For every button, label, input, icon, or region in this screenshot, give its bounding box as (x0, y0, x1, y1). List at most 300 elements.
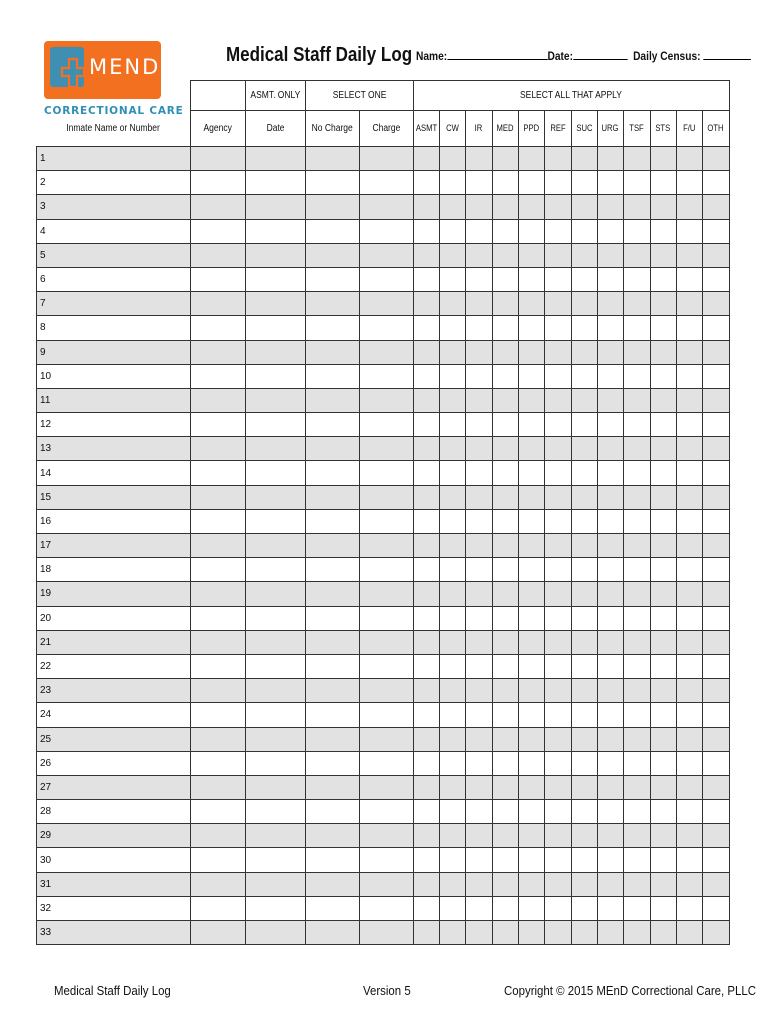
entry-cell[interactable] (544, 848, 571, 872)
entry-cell[interactable] (305, 896, 359, 920)
entry-cell[interactable] (465, 751, 492, 775)
entry-cell[interactable] (544, 413, 571, 437)
entry-cell[interactable] (571, 292, 597, 316)
entry-cell[interactable] (191, 921, 246, 945)
entry-cell[interactable] (359, 243, 413, 267)
entry-cell[interactable] (702, 751, 729, 775)
entry-cell[interactable] (439, 461, 465, 485)
inmate-cell[interactable] (37, 654, 191, 678)
entry-cell[interactable] (492, 558, 518, 582)
inmate-cell[interactable] (37, 509, 191, 533)
entry-cell[interactable] (246, 340, 306, 364)
entry-cell[interactable] (518, 267, 544, 291)
entry-cell[interactable] (650, 654, 676, 678)
entry-cell[interactable] (465, 195, 492, 219)
inmate-cell[interactable] (37, 413, 191, 437)
entry-cell[interactable] (413, 751, 439, 775)
entry-cell[interactable] (702, 413, 729, 437)
entry-cell[interactable] (702, 461, 729, 485)
entry-cell[interactable] (191, 775, 246, 799)
entry-cell[interactable] (465, 171, 492, 195)
entry-cell[interactable] (492, 388, 518, 412)
inmate-cell[interactable] (37, 824, 191, 848)
entry-cell[interactable] (571, 703, 597, 727)
entry-cell[interactable] (623, 679, 650, 703)
entry-cell[interactable] (650, 896, 676, 920)
entry-cell[interactable] (571, 921, 597, 945)
entry-cell[interactable] (439, 147, 465, 171)
entry-cell[interactable] (518, 751, 544, 775)
entry-cell[interactable] (465, 316, 492, 340)
entry-cell[interactable] (597, 921, 623, 945)
entry-cell[interactable] (492, 921, 518, 945)
entry-cell[interactable] (413, 509, 439, 533)
entry-cell[interactable] (465, 509, 492, 533)
entry-cell[interactable] (439, 534, 465, 558)
entry-cell[interactable] (702, 679, 729, 703)
entry-cell[interactable] (191, 171, 246, 195)
entry-cell[interactable] (246, 243, 306, 267)
entry-cell[interactable] (246, 775, 306, 799)
entry-cell[interactable] (191, 824, 246, 848)
entry-cell[interactable] (465, 727, 492, 751)
entry-cell[interactable] (191, 364, 246, 388)
entry-cell[interactable] (492, 775, 518, 799)
entry-cell[interactable] (191, 195, 246, 219)
entry-cell[interactable] (413, 388, 439, 412)
entry-cell[interactable] (305, 703, 359, 727)
entry-cell[interactable] (492, 654, 518, 678)
entry-cell[interactable] (623, 219, 650, 243)
entry-cell[interactable] (676, 727, 702, 751)
entry-cell[interactable] (597, 485, 623, 509)
entry-cell[interactable] (676, 292, 702, 316)
entry-cell[interactable] (246, 582, 306, 606)
entry-cell[interactable] (544, 824, 571, 848)
entry-cell[interactable] (305, 147, 359, 171)
entry-cell[interactable] (305, 437, 359, 461)
entry-cell[interactable] (702, 364, 729, 388)
entry-cell[interactable] (571, 824, 597, 848)
entry-cell[interactable] (413, 800, 439, 824)
entry-cell[interactable] (571, 364, 597, 388)
entry-cell[interactable] (676, 630, 702, 654)
entry-cell[interactable] (439, 896, 465, 920)
entry-cell[interactable] (676, 751, 702, 775)
entry-cell[interactable] (439, 267, 465, 291)
entry-cell[interactable] (305, 534, 359, 558)
entry-cell[interactable] (676, 388, 702, 412)
entry-cell[interactable] (544, 703, 571, 727)
entry-cell[interactable] (544, 679, 571, 703)
entry-cell[interactable] (359, 316, 413, 340)
entry-cell[interactable] (623, 485, 650, 509)
entry-cell[interactable] (305, 388, 359, 412)
entry-cell[interactable] (413, 727, 439, 751)
entry-cell[interactable] (359, 388, 413, 412)
entry-cell[interactable] (305, 267, 359, 291)
entry-cell[interactable] (676, 195, 702, 219)
entry-cell[interactable] (439, 872, 465, 896)
inmate-cell[interactable] (37, 219, 191, 243)
entry-cell[interactable] (246, 509, 306, 533)
inmate-cell[interactable] (37, 727, 191, 751)
entry-cell[interactable] (413, 485, 439, 509)
entry-cell[interactable] (544, 388, 571, 412)
entry-cell[interactable] (492, 630, 518, 654)
entry-cell[interactable] (623, 147, 650, 171)
entry-cell[interactable] (413, 171, 439, 195)
entry-cell[interactable] (492, 606, 518, 630)
entry-cell[interactable] (246, 800, 306, 824)
entry-cell[interactable] (544, 872, 571, 896)
entry-cell[interactable] (191, 606, 246, 630)
entry-cell[interactable] (623, 558, 650, 582)
entry-cell[interactable] (465, 485, 492, 509)
entry-cell[interactable] (359, 219, 413, 243)
entry-cell[interactable] (676, 848, 702, 872)
entry-cell[interactable] (191, 147, 246, 171)
entry-cell[interactable] (413, 606, 439, 630)
entry-cell[interactable] (191, 872, 246, 896)
entry-cell[interactable] (465, 896, 492, 920)
entry-cell[interactable] (702, 485, 729, 509)
inmate-cell[interactable] (37, 582, 191, 606)
entry-cell[interactable] (359, 340, 413, 364)
entry-cell[interactable] (359, 147, 413, 171)
entry-cell[interactable] (571, 534, 597, 558)
entry-cell[interactable] (305, 775, 359, 799)
entry-cell[interactable] (544, 509, 571, 533)
inmate-cell[interactable] (37, 195, 191, 219)
inmate-cell[interactable] (37, 437, 191, 461)
entry-cell[interactable] (597, 751, 623, 775)
entry-cell[interactable] (597, 413, 623, 437)
entry-cell[interactable] (413, 364, 439, 388)
entry-cell[interactable] (246, 534, 306, 558)
entry-cell[interactable] (544, 896, 571, 920)
entry-cell[interactable] (597, 292, 623, 316)
entry-cell[interactable] (305, 582, 359, 606)
entry-cell[interactable] (650, 921, 676, 945)
entry-cell[interactable] (439, 582, 465, 606)
entry-cell[interactable] (518, 606, 544, 630)
entry-cell[interactable] (465, 582, 492, 606)
entry-cell[interactable] (623, 921, 650, 945)
inmate-cell[interactable] (37, 267, 191, 291)
entry-cell[interactable] (518, 388, 544, 412)
entry-cell[interactable] (439, 364, 465, 388)
entry-cell[interactable] (571, 582, 597, 606)
entry-cell[interactable] (597, 824, 623, 848)
entry-cell[interactable] (191, 679, 246, 703)
entry-cell[interactable] (544, 364, 571, 388)
entry-cell[interactable] (359, 848, 413, 872)
entry-cell[interactable] (544, 147, 571, 171)
entry-cell[interactable] (676, 171, 702, 195)
entry-cell[interactable] (518, 582, 544, 606)
inmate-cell[interactable] (37, 461, 191, 485)
entry-cell[interactable] (305, 219, 359, 243)
entry-cell[interactable] (439, 219, 465, 243)
entry-cell[interactable] (191, 267, 246, 291)
entry-cell[interactable] (571, 485, 597, 509)
entry-cell[interactable] (413, 195, 439, 219)
entry-cell[interactable] (518, 171, 544, 195)
entry-cell[interactable] (439, 679, 465, 703)
entry-cell[interactable] (650, 534, 676, 558)
entry-cell[interactable] (413, 824, 439, 848)
entry-cell[interactable] (439, 775, 465, 799)
entry-cell[interactable] (597, 800, 623, 824)
entry-cell[interactable] (544, 219, 571, 243)
entry-cell[interactable] (623, 654, 650, 678)
entry-cell[interactable] (465, 630, 492, 654)
entry-cell[interactable] (676, 558, 702, 582)
entry-cell[interactable] (246, 606, 306, 630)
entry-cell[interactable] (439, 824, 465, 848)
entry-cell[interactable] (359, 703, 413, 727)
entry-cell[interactable] (597, 243, 623, 267)
entry-cell[interactable] (439, 195, 465, 219)
entry-cell[interactable] (518, 147, 544, 171)
entry-cell[interactable] (465, 388, 492, 412)
entry-cell[interactable] (702, 800, 729, 824)
entry-cell[interactable] (650, 340, 676, 364)
entry-cell[interactable] (518, 848, 544, 872)
entry-cell[interactable] (544, 437, 571, 461)
entry-cell[interactable] (439, 800, 465, 824)
inmate-cell[interactable] (37, 800, 191, 824)
entry-cell[interactable] (650, 292, 676, 316)
entry-cell[interactable] (623, 582, 650, 606)
entry-cell[interactable] (571, 461, 597, 485)
entry-cell[interactable] (413, 243, 439, 267)
entry-cell[interactable] (650, 485, 676, 509)
entry-cell[interactable] (492, 437, 518, 461)
inmate-cell[interactable] (37, 558, 191, 582)
entry-cell[interactable] (246, 219, 306, 243)
entry-cell[interactable] (623, 534, 650, 558)
entry-cell[interactable] (597, 147, 623, 171)
entry-cell[interactable] (439, 727, 465, 751)
entry-cell[interactable] (465, 219, 492, 243)
entry-cell[interactable] (492, 751, 518, 775)
entry-cell[interactable] (191, 388, 246, 412)
entry-cell[interactable] (191, 800, 246, 824)
entry-cell[interactable] (518, 437, 544, 461)
entry-cell[interactable] (191, 340, 246, 364)
entry-cell[interactable] (597, 534, 623, 558)
entry-cell[interactable] (623, 775, 650, 799)
entry-cell[interactable] (676, 582, 702, 606)
entry-cell[interactable] (571, 630, 597, 654)
entry-cell[interactable] (702, 921, 729, 945)
entry-cell[interactable] (305, 292, 359, 316)
entry-cell[interactable] (623, 703, 650, 727)
entry-cell[interactable] (465, 800, 492, 824)
entry-cell[interactable] (571, 243, 597, 267)
entry-cell[interactable] (597, 582, 623, 606)
entry-cell[interactable] (413, 461, 439, 485)
entry-cell[interactable] (492, 824, 518, 848)
entry-cell[interactable] (359, 534, 413, 558)
entry-cell[interactable] (650, 388, 676, 412)
entry-cell[interactable] (359, 630, 413, 654)
entry-cell[interactable] (492, 171, 518, 195)
entry-cell[interactable] (676, 364, 702, 388)
entry-cell[interactable] (492, 534, 518, 558)
entry-cell[interactable] (623, 872, 650, 896)
entry-cell[interactable] (650, 679, 676, 703)
inmate-cell[interactable] (37, 630, 191, 654)
entry-cell[interactable] (544, 727, 571, 751)
entry-cell[interactable] (465, 147, 492, 171)
entry-cell[interactable] (676, 243, 702, 267)
entry-cell[interactable] (571, 800, 597, 824)
entry-cell[interactable] (305, 243, 359, 267)
entry-cell[interactable] (544, 558, 571, 582)
entry-cell[interactable] (571, 195, 597, 219)
entry-cell[interactable] (305, 727, 359, 751)
inmate-cell[interactable] (37, 147, 191, 171)
entry-cell[interactable] (650, 195, 676, 219)
entry-cell[interactable] (676, 485, 702, 509)
entry-cell[interactable] (518, 824, 544, 848)
entry-cell[interactable] (246, 485, 306, 509)
entry-cell[interactable] (544, 606, 571, 630)
entry-cell[interactable] (518, 316, 544, 340)
entry-cell[interactable] (305, 364, 359, 388)
entry-cell[interactable] (518, 654, 544, 678)
entry-cell[interactable] (439, 921, 465, 945)
entry-cell[interactable] (492, 582, 518, 606)
entry-cell[interactable] (492, 461, 518, 485)
entry-cell[interactable] (359, 872, 413, 896)
entry-cell[interactable] (359, 437, 413, 461)
entry-cell[interactable] (359, 582, 413, 606)
entry-cell[interactable] (305, 679, 359, 703)
entry-cell[interactable] (518, 413, 544, 437)
entry-cell[interactable] (359, 461, 413, 485)
entry-cell[interactable] (571, 679, 597, 703)
entry-cell[interactable] (413, 921, 439, 945)
entry-cell[interactable] (676, 147, 702, 171)
entry-cell[interactable] (544, 582, 571, 606)
entry-cell[interactable] (650, 509, 676, 533)
entry-cell[interactable] (191, 654, 246, 678)
entry-cell[interactable] (359, 679, 413, 703)
entry-cell[interactable] (439, 606, 465, 630)
entry-cell[interactable] (650, 824, 676, 848)
entry-cell[interactable] (623, 751, 650, 775)
entry-cell[interactable] (305, 195, 359, 219)
entry-cell[interactable] (465, 848, 492, 872)
entry-cell[interactable] (246, 413, 306, 437)
entry-cell[interactable] (571, 171, 597, 195)
entry-cell[interactable] (650, 872, 676, 896)
entry-cell[interactable] (676, 413, 702, 437)
entry-cell[interactable] (623, 267, 650, 291)
inmate-cell[interactable] (37, 534, 191, 558)
entry-cell[interactable] (359, 824, 413, 848)
entry-cell[interactable] (571, 340, 597, 364)
entry-cell[interactable] (413, 340, 439, 364)
entry-cell[interactable] (439, 630, 465, 654)
entry-cell[interactable] (492, 800, 518, 824)
entry-cell[interactable] (439, 751, 465, 775)
entry-cell[interactable] (597, 388, 623, 412)
entry-cell[interactable] (597, 171, 623, 195)
entry-cell[interactable] (465, 679, 492, 703)
entry-cell[interactable] (518, 630, 544, 654)
entry-cell[interactable] (650, 558, 676, 582)
entry-cell[interactable] (518, 800, 544, 824)
entry-cell[interactable] (359, 896, 413, 920)
entry-cell[interactable] (702, 171, 729, 195)
entry-cell[interactable] (544, 195, 571, 219)
entry-cell[interactable] (246, 267, 306, 291)
entry-cell[interactable] (676, 437, 702, 461)
entry-cell[interactable] (676, 800, 702, 824)
inmate-cell[interactable] (37, 848, 191, 872)
entry-cell[interactable] (465, 558, 492, 582)
inmate-cell[interactable] (37, 340, 191, 364)
entry-cell[interactable] (702, 147, 729, 171)
entry-cell[interactable] (305, 485, 359, 509)
entry-cell[interactable] (702, 534, 729, 558)
entry-cell[interactable] (439, 171, 465, 195)
entry-cell[interactable] (518, 292, 544, 316)
entry-cell[interactable] (623, 606, 650, 630)
entry-cell[interactable] (544, 630, 571, 654)
entry-cell[interactable] (492, 219, 518, 243)
entry-cell[interactable] (191, 582, 246, 606)
entry-cell[interactable] (413, 316, 439, 340)
entry-cell[interactable] (465, 654, 492, 678)
entry-cell[interactable] (544, 534, 571, 558)
entry-cell[interactable] (571, 896, 597, 920)
entry-cell[interactable] (676, 509, 702, 533)
entry-cell[interactable] (492, 703, 518, 727)
entry-cell[interactable] (305, 848, 359, 872)
entry-cell[interactable] (623, 800, 650, 824)
entry-cell[interactable] (465, 243, 492, 267)
entry-cell[interactable] (191, 558, 246, 582)
entry-cell[interactable] (413, 437, 439, 461)
entry-cell[interactable] (246, 147, 306, 171)
entry-cell[interactable] (413, 848, 439, 872)
entry-cell[interactable] (623, 316, 650, 340)
entry-cell[interactable] (650, 219, 676, 243)
entry-cell[interactable] (465, 340, 492, 364)
entry-cell[interactable] (305, 824, 359, 848)
entry-cell[interactable] (359, 292, 413, 316)
entry-cell[interactable] (518, 485, 544, 509)
inmate-cell[interactable] (37, 316, 191, 340)
entry-cell[interactable] (676, 872, 702, 896)
entry-cell[interactable] (623, 727, 650, 751)
entry-cell[interactable] (246, 751, 306, 775)
entry-cell[interactable] (518, 558, 544, 582)
entry-cell[interactable] (246, 388, 306, 412)
entry-cell[interactable] (518, 195, 544, 219)
entry-cell[interactable] (305, 921, 359, 945)
entry-cell[interactable] (544, 292, 571, 316)
entry-cell[interactable] (305, 654, 359, 678)
entry-cell[interactable] (702, 727, 729, 751)
entry-cell[interactable] (413, 775, 439, 799)
